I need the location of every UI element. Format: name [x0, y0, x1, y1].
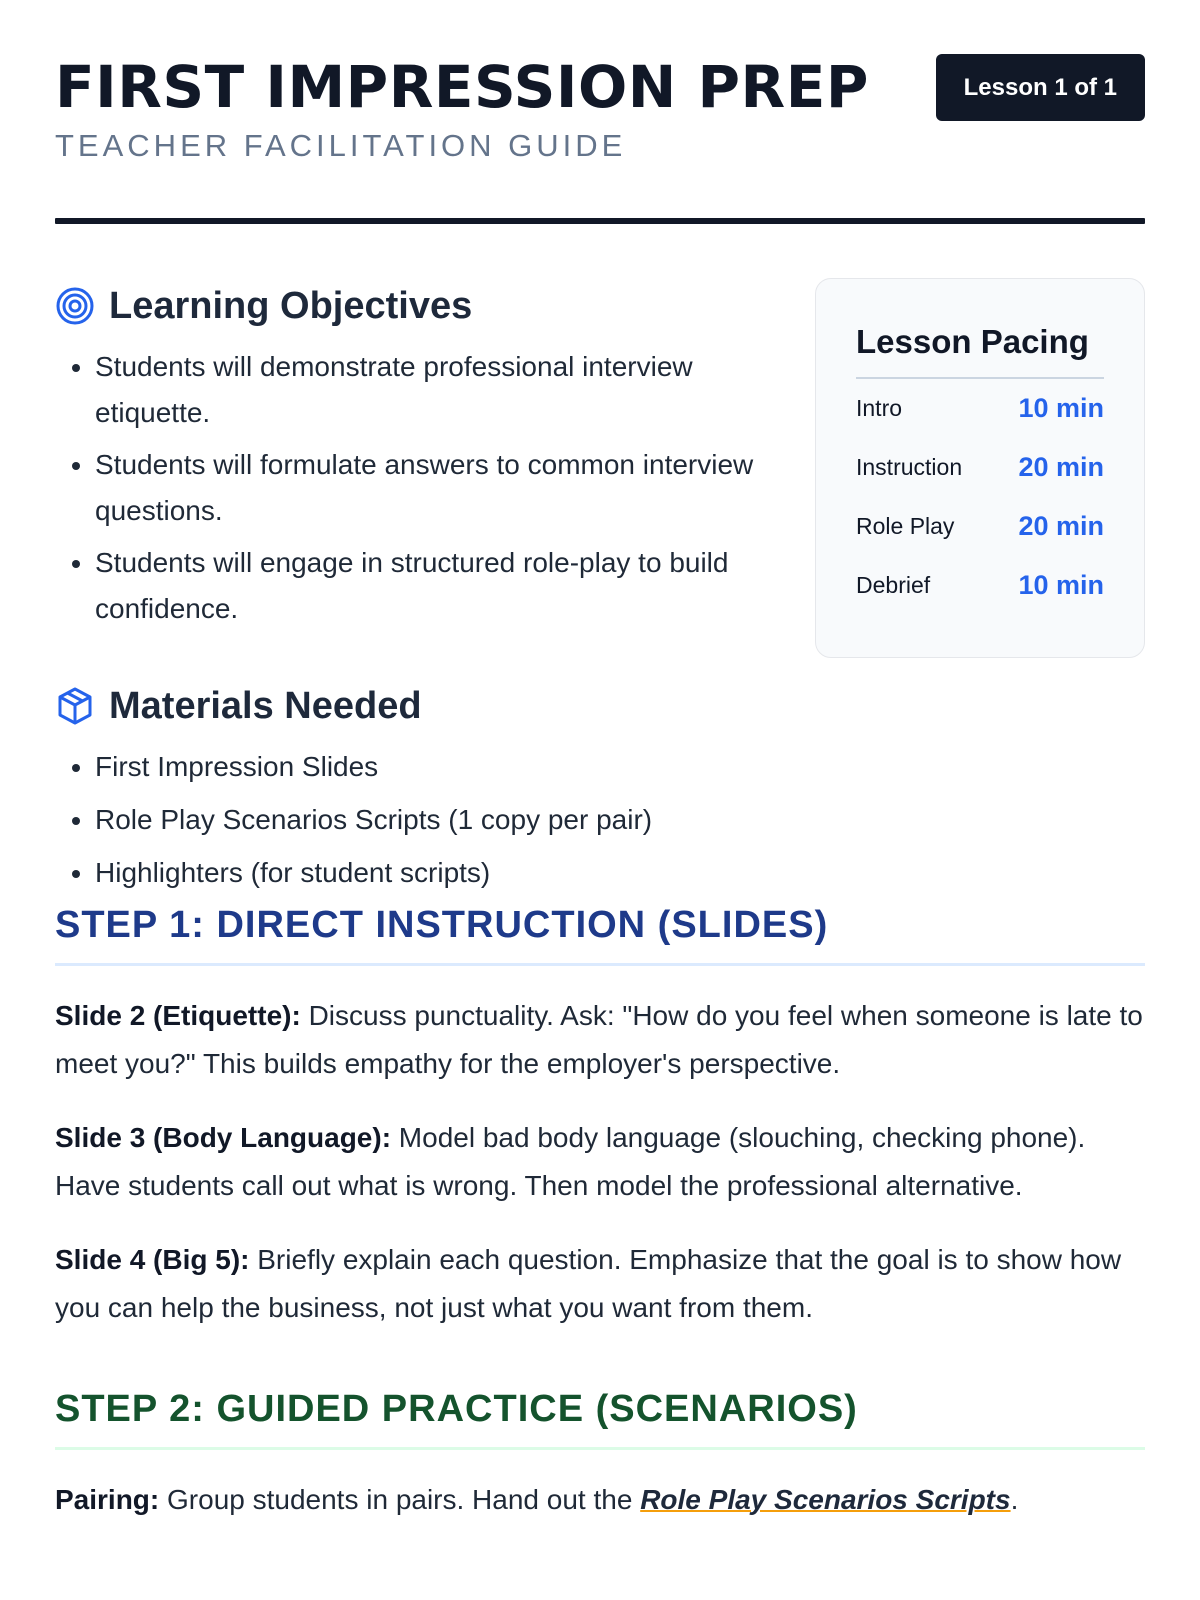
target-icon: [55, 286, 95, 326]
step-1-heading: STEP 1: DIRECT INSTRUCTION (SLIDES): [55, 904, 1145, 966]
pairing-text: Group students in pairs. Hand out the: [159, 1484, 641, 1515]
pacing-label: Instruction: [856, 454, 963, 480]
pacing-label: Debrief: [856, 572, 931, 598]
slide-note-label: Slide 2 (Etiquette):: [55, 1000, 301, 1031]
pairing-label: Pairing:: [55, 1484, 160, 1515]
pacing-duration: 20 min: [1018, 452, 1104, 482]
materials-title: Materials Needed: [109, 684, 422, 727]
pacing-duration: 10 min: [1018, 393, 1104, 423]
learning-objectives-section: [55, 278, 775, 632]
materials-list: [55, 744, 775, 896]
slide-note: [55, 1236, 1145, 1332]
list-item: • Highlighters (for student scripts): [95, 850, 775, 896]
slide-note-text: Model bad body language (slouching, checking phone). Have students call out what is wrong. Then model the professional alternative.: [55, 1122, 1086, 1201]
pacing-label: Role Play: [856, 513, 955, 539]
materials-section: [55, 678, 775, 896]
overview-left-column: [55, 278, 775, 903]
objectives-list: [55, 344, 775, 632]
header: [55, 0, 1145, 218]
list-item: • First Impression Slides: [95, 744, 775, 790]
page-subtitle: TEACHER FACILITATION GUIDE: [55, 128, 627, 163]
pacing-row: [856, 497, 1104, 556]
pacing-row: [856, 438, 1104, 497]
pacing-duration: 10 min: [1018, 570, 1104, 600]
learning-objectives-heading: [55, 278, 775, 334]
slide-note-label: Slide 3 (Body Language):: [55, 1122, 392, 1153]
slide-note: [55, 992, 1145, 1088]
list-item: • Students will formulate answers to common interview questions.: [95, 442, 775, 534]
slide-note-label: Slide 4 (Big 5):: [55, 1244, 250, 1275]
step-2-section: [55, 1388, 1145, 1524]
page-title: FIRST IMPRESSION PREP: [55, 53, 869, 121]
box-icon: [55, 686, 95, 726]
pairing-end: .: [1010, 1484, 1019, 1515]
learning-objectives-title: Learning Objectives: [109, 284, 473, 327]
pairing-note: [55, 1476, 1145, 1524]
list-item: • Students will engage in structured role-play to build confidence.: [95, 540, 775, 632]
pacing-row: [856, 379, 1104, 438]
slide-note-text: Briefly explain each question. Emphasize that the goal is to show how you can help the business, not just what you want from them.: [55, 1244, 1122, 1323]
pacing-label: Intro: [856, 395, 903, 421]
slide-note-text: Discuss punctuality. Ask: "How do you feel when someone is late to meet you?" This builds empathy for the employer's perspective.: [55, 1000, 1143, 1079]
slide-note: [55, 1114, 1145, 1210]
step-2-heading: STEP 2: GUIDED PRACTICE (SCENARIOS): [55, 1388, 1145, 1450]
role-play-scripts-link[interactable]: Role Play Scenarios Scripts: [640, 1484, 1011, 1515]
list-item: • Students will demonstrate professional interview etiquette.: [95, 344, 775, 436]
lesson-badge: Lesson 1 of 1: [936, 54, 1145, 121]
overview-section: [55, 224, 1145, 904]
materials-heading: [55, 678, 775, 734]
step-1-section: [55, 904, 1145, 1332]
pacing-duration: 20 min: [1018, 511, 1104, 541]
pacing-row: [856, 556, 1104, 615]
list-item: • Role Play Scenarios Scripts (1 copy per pair): [95, 797, 775, 843]
lesson-pacing-title: Lesson Pacing: [856, 323, 1104, 379]
lesson-pacing-card: [815, 278, 1145, 658]
